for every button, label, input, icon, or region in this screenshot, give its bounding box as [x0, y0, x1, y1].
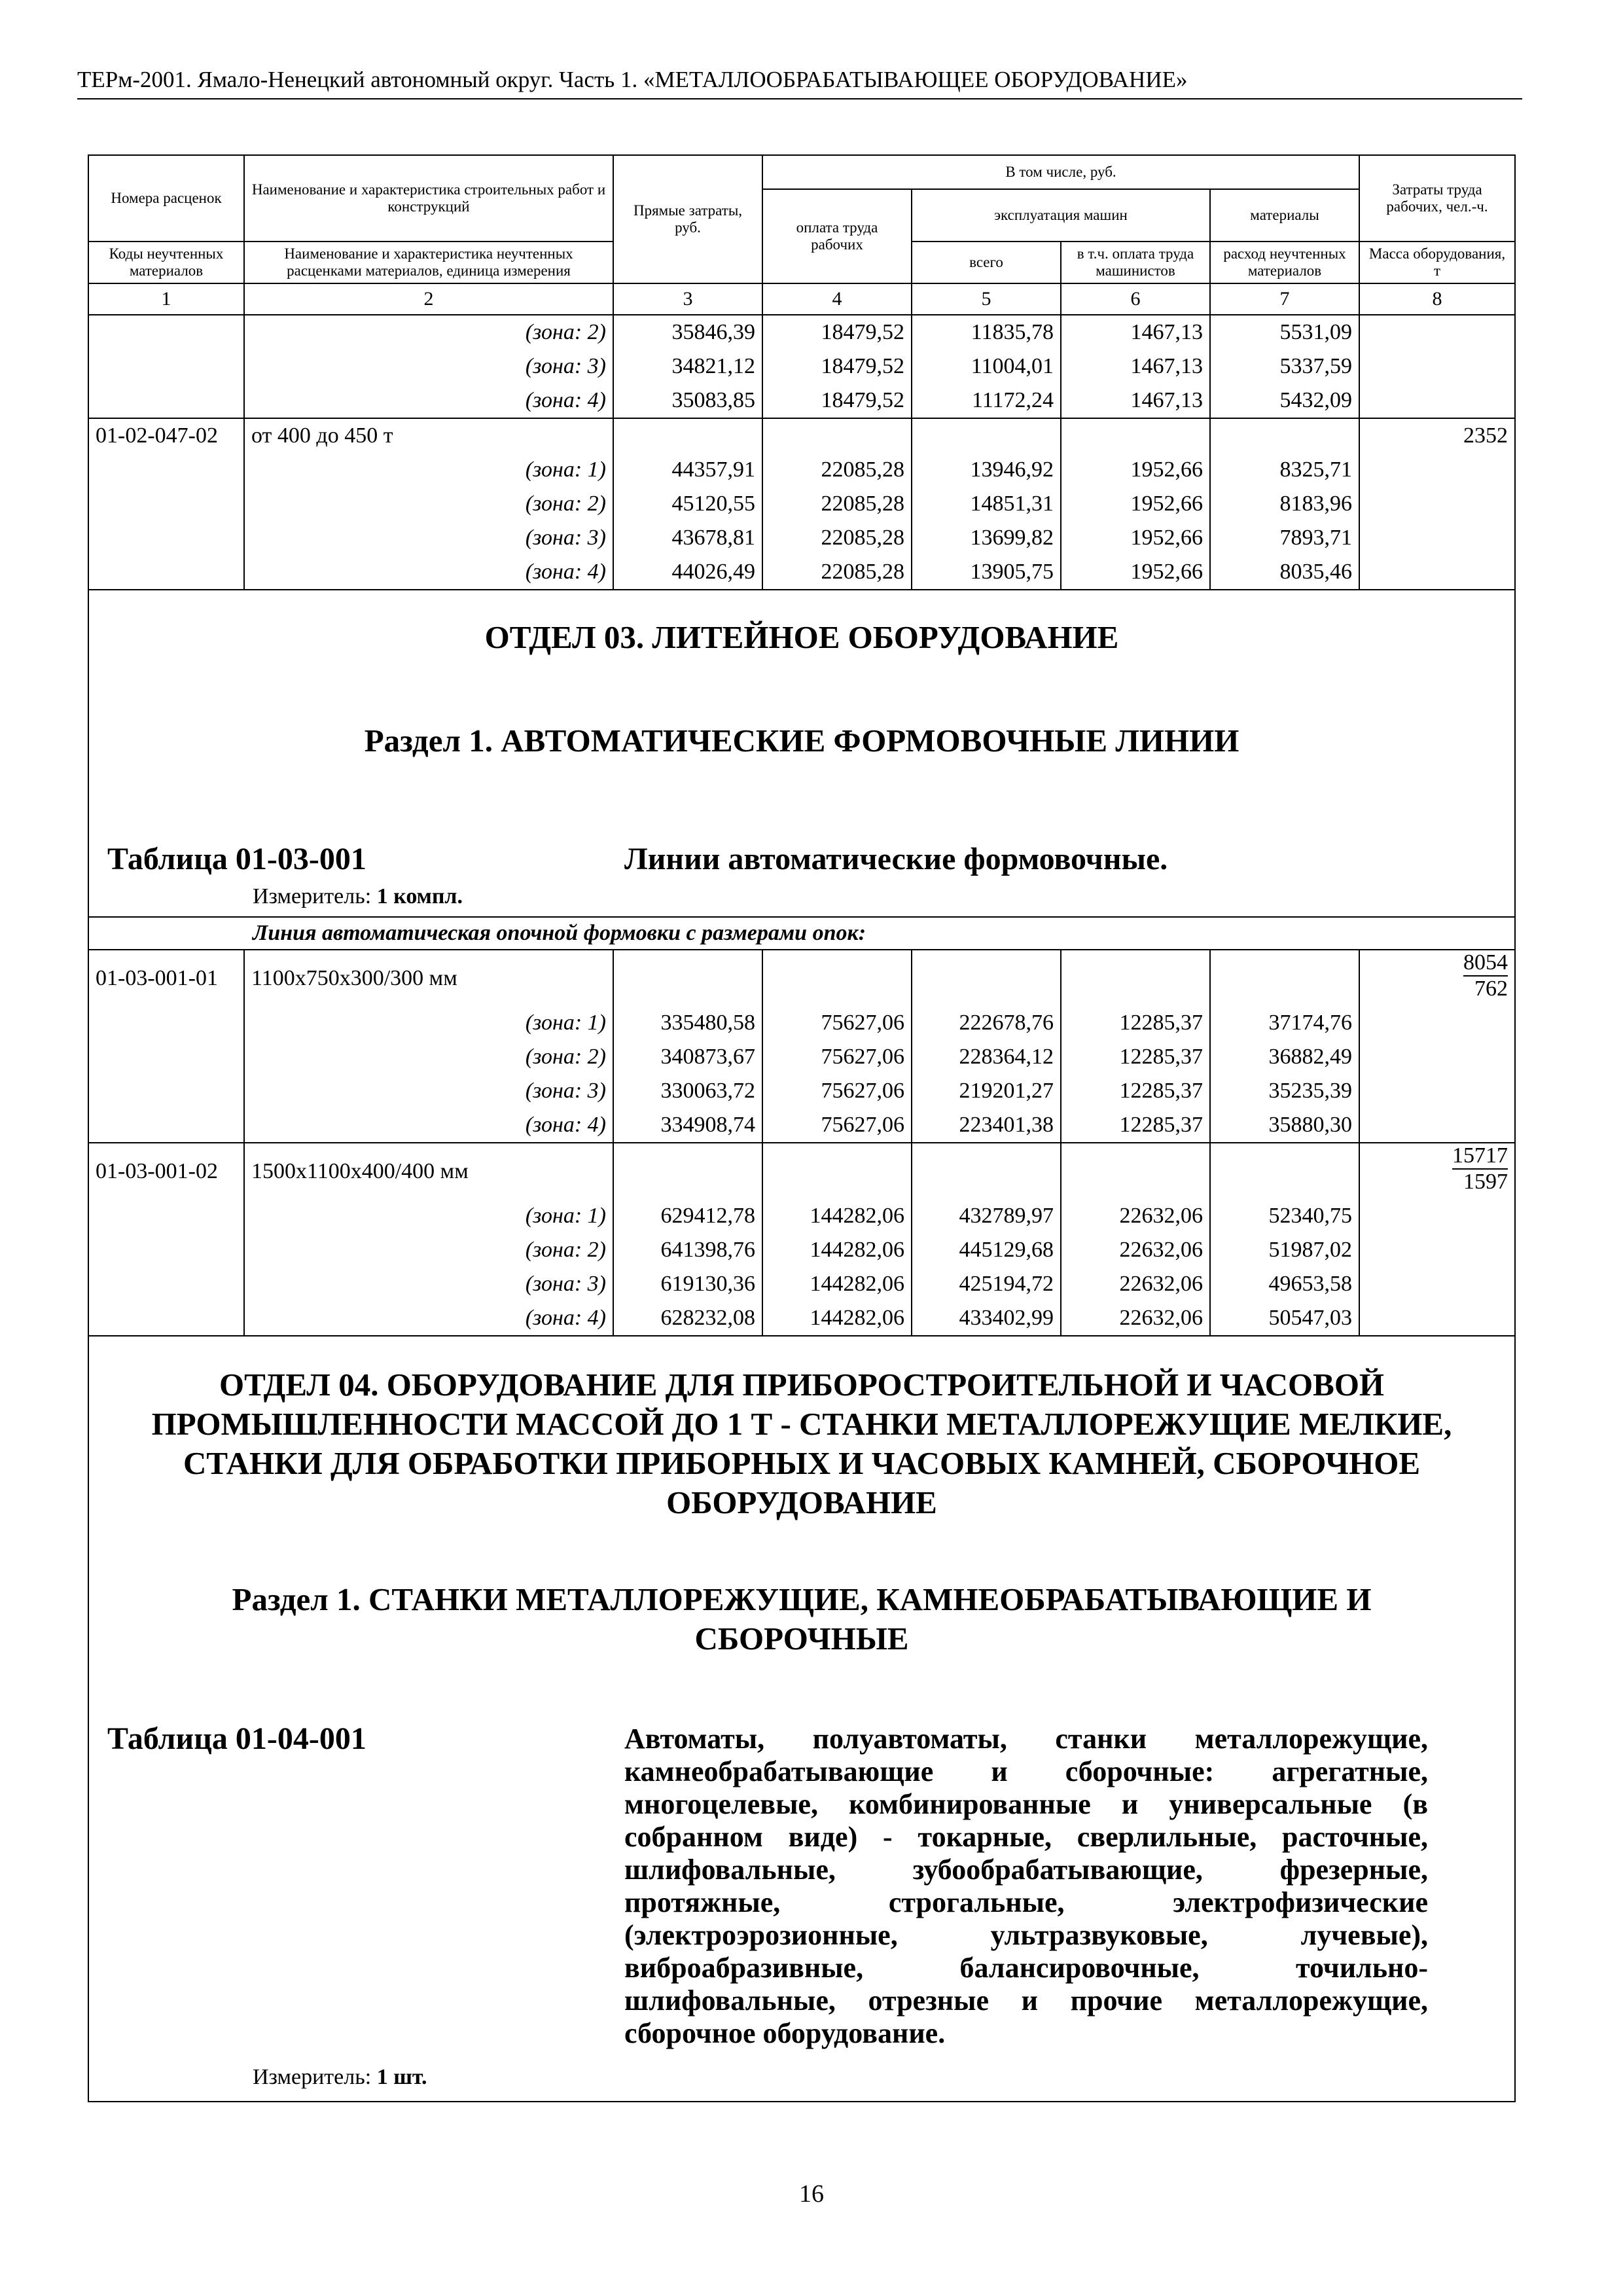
cell-machines: 228364,12: [912, 1040, 1061, 1074]
cell-wages: 22085,28: [762, 555, 912, 590]
rates-table: [88, 154, 1516, 2102]
meter: [253, 884, 463, 910]
running-header: ТЕРм-2001. Ямало-Ненецкий автономный округ. Часть 1. «МЕТАЛЛООБРАБАТЫВАЮЩЕЕ ОБОРУДОВАНИЕ»: [77, 65, 1522, 99]
head-incl-wages: в т.ч. оплата труда машинистов: [1061, 242, 1210, 283]
head-materials: материалы: [1210, 189, 1359, 242]
labor-mass-fraction: [1359, 950, 1515, 1006]
table-row: [88, 1006, 1515, 1040]
table-title: Линии автоматические формовочные.: [624, 842, 1168, 876]
cell-materials: 8325,71: [1210, 453, 1359, 487]
head-wages: оплата труда рабочих: [762, 189, 912, 283]
cell-materials: 8035,46: [1210, 555, 1359, 590]
cell-materials: 50547,03: [1210, 1301, 1359, 1336]
cell-machines: 432789,97: [912, 1199, 1061, 1233]
head-labor-costs: Затраты труда рабочих, чел.-ч.: [1359, 155, 1515, 242]
cell-wages: 75627,06: [762, 1108, 912, 1143]
meter-label: Измеритель:: [253, 2065, 372, 2089]
table-row: [88, 350, 1515, 384]
cell-machinists: 1952,66: [1061, 487, 1210, 521]
cell-machines: 433402,99: [912, 1301, 1061, 1336]
zone-label: (зона: 2): [244, 1040, 613, 1074]
table-row: [88, 1143, 1515, 1199]
zone-label: (зона: 4): [244, 555, 613, 590]
cell-materials: 5531,09: [1210, 315, 1359, 350]
head-unaccounted-materials: расход неучтенных материалов: [1210, 242, 1359, 283]
zone-label: (зона: 4): [244, 1301, 613, 1336]
cell-machinists: 1952,66: [1061, 555, 1210, 590]
table-row: [88, 1040, 1515, 1074]
rate-code: 01-03-001-01: [88, 950, 244, 1006]
cell-machines: 14851,31: [912, 487, 1061, 521]
equipment-mass: 1597: [1463, 1170, 1508, 1194]
section-04-title-line: ПРОМЫШЛЕННОСТИ МАССОЙ ДО 1 Т - СТАНКИ МЕТАЛЛОРЕЖУЩИЕ МЕЛКИЕ,: [151, 1406, 1452, 1442]
cell-materials: 35235,39: [1210, 1074, 1359, 1108]
cell-direct: 330063,72: [613, 1074, 762, 1108]
section-03-row: [88, 590, 1515, 917]
table-row: [88, 521, 1515, 555]
cell-machines: 223401,38: [912, 1108, 1061, 1143]
cell-machinists: 12285,37: [1061, 1108, 1210, 1143]
cell-machines: 13905,75: [912, 555, 1061, 590]
zone-label: (зона: 3): [244, 350, 613, 384]
zone-label: (зона: 3): [244, 521, 613, 555]
section-04-title: [89, 1365, 1514, 1522]
cell-wages: 18479,52: [762, 384, 912, 418]
col-num: 7: [1210, 283, 1359, 315]
cell-materials: 5432,09: [1210, 384, 1359, 418]
cell-materials: 49653,58: [1210, 1267, 1359, 1301]
cell-wages: 75627,06: [762, 1006, 912, 1040]
cell-wages: 75627,06: [762, 1040, 912, 1074]
cell-wages: 144282,06: [762, 1267, 912, 1301]
cell-wages: 144282,06: [762, 1233, 912, 1267]
zone-label: (зона: 1): [244, 453, 613, 487]
labor-mass: 2352: [1359, 418, 1515, 453]
cell-direct: 629412,78: [613, 1199, 762, 1233]
cell-wages: 22085,28: [762, 453, 912, 487]
cell-direct: 35083,85: [613, 384, 762, 418]
cell-machines: 425194,72: [912, 1267, 1061, 1301]
head-material-names: Наименование и характеристика неучтенных расценками материалов, единица измерения: [244, 242, 613, 283]
equipment-mass: 762: [1474, 977, 1508, 1001]
cell-machinists: 12285,37: [1061, 1074, 1210, 1108]
rate-name: от 400 до 450 т: [244, 418, 613, 453]
cell-wages: 144282,06: [762, 1301, 912, 1336]
meter-label: Измеритель:: [253, 884, 372, 908]
table-row: [88, 487, 1515, 521]
section-04-title-line: ОТДЕЛ 04. ОБОРУДОВАНИЕ ДЛЯ ПРИБОРОСТРОИТЕЛЬНОЙ И ЧАСОВОЙ: [219, 1367, 1385, 1403]
head-direct-costs: Прямые затраты, руб.: [613, 155, 762, 283]
page-number: 16: [799, 2180, 824, 2208]
cell-wages: 22085,28: [762, 521, 912, 555]
section-03-title: ОТДЕЛ 03. ЛИТЕЙНОЕ ОБОРУДОВАНИЕ: [484, 619, 1119, 655]
rate-name: 1500х1100х400/400 мм: [244, 1143, 613, 1199]
head-equipment-mass: Масса оборудования, т: [1359, 242, 1515, 283]
cell-direct: 628232,08: [613, 1301, 762, 1336]
cell-materials: 36882,49: [1210, 1040, 1359, 1074]
table-row: [88, 453, 1515, 487]
rate-name: 1100х750х300/300 мм: [244, 950, 613, 1006]
zone-label: (зона: 1): [244, 1006, 613, 1040]
section-04-part-line: Раздел 1. СТАНКИ МЕТАЛЛОРЕЖУЩИЕ, КАМНЕОБРАБАТЫВАЮЩИЕ И: [232, 1581, 1372, 1617]
cell-direct: 340873,67: [613, 1040, 762, 1074]
table-row: [88, 1301, 1515, 1336]
table-label: Таблица 01-04-001: [107, 1721, 366, 1756]
cell-machines: 222678,76: [912, 1006, 1061, 1040]
labor-mass-fraction: [1359, 1143, 1515, 1199]
section-04-title-line: СТАНКИ ДЛЯ ОБРАБОТКИ ПРИБОРНЫХ И ЧАСОВЫХ КАМНЕЙ, СБОРОЧНОЕ: [183, 1445, 1421, 1481]
rate-code: 01-03-001-02: [88, 1143, 244, 1199]
cell-machines: 13699,82: [912, 521, 1061, 555]
zone-label: (зона: 1): [244, 1199, 613, 1233]
cell-machines: 445129,68: [912, 1233, 1061, 1267]
head-work-name: Наименование и характеристика строительных работ и конструкций: [244, 155, 613, 242]
cell-direct: 641398,76: [613, 1233, 762, 1267]
cell-direct: 45120,55: [613, 487, 762, 521]
cell-machinists: 1467,13: [1061, 384, 1210, 418]
table-row: [88, 1074, 1515, 1108]
head-machines: эксплуатация машин: [912, 189, 1210, 242]
cell-machinists: 22632,06: [1061, 1233, 1210, 1267]
cell-machines: 11835,78: [912, 315, 1061, 350]
col-num: 4: [762, 283, 912, 315]
cell-wages: 75627,06: [762, 1074, 912, 1108]
head-material-codes: Коды неучтенных материалов: [88, 242, 244, 283]
labor-cost: 8054: [1463, 950, 1508, 977]
head-rates-number: Номера расценок: [88, 155, 244, 242]
cell-wages: 18479,52: [762, 315, 912, 350]
table-row: [88, 418, 1515, 453]
cell-wages: 144282,06: [762, 1199, 912, 1233]
col-num: 8: [1359, 283, 1515, 315]
cell-materials: 7893,71: [1210, 521, 1359, 555]
cell-machinists: 1952,66: [1061, 521, 1210, 555]
table-label: Таблица 01-03-001: [107, 842, 366, 876]
table-row: [88, 1108, 1515, 1143]
cell-machines: 13946,92: [912, 453, 1061, 487]
table-row: [88, 384, 1515, 418]
section-04-part-title: [89, 1580, 1514, 1659]
cell-materials: 5337,59: [1210, 350, 1359, 384]
note-text: Линия автоматическая опочной формовки с размерами опок:: [88, 917, 1515, 950]
table-row: [88, 315, 1515, 350]
table-row: [88, 1233, 1515, 1267]
cell-direct: 34821,12: [613, 350, 762, 384]
head-total: всего: [912, 242, 1061, 283]
col-num: 5: [912, 283, 1061, 315]
table-description: Автоматы, полуавтоматы, станки металлорежущие, камнеобрабатывающие и сборочные: агрегатные, многоцелевые, комбинированные и универсальные (в собранном виде) - токарные, сверлильные, расточные, шлифовальные, зубообрабатывающие, фрезерные, протяжные, строгальные, электрофизические (электроэрозионные, ультразвуковые, лучевые), виброабразивные, балансировочные, точильно-шлифовальные, отрезные и прочие металлорежущие, сборочное оборудование.: [624, 1723, 1428, 2049]
cell-machinists: 22632,06: [1061, 1199, 1210, 1233]
zone-label: (зона: 4): [244, 384, 613, 418]
cell-wages: 18479,52: [762, 350, 912, 384]
rate-code: 01-02-047-02: [88, 418, 244, 453]
cell-machinists: 1467,13: [1061, 315, 1210, 350]
section-03-part-title: Раздел 1. АВТОМАТИЧЕСКИЕ ФОРМОВОЧНЫЕ ЛИНИИ: [364, 723, 1240, 759]
table-row: [88, 1199, 1515, 1233]
cell-machinists: 12285,37: [1061, 1006, 1210, 1040]
col-num: 1: [88, 283, 244, 315]
table-row: [88, 555, 1515, 590]
cell-direct: 44357,91: [613, 453, 762, 487]
cell-direct: 43678,81: [613, 521, 762, 555]
cell-materials: 52340,75: [1210, 1199, 1359, 1233]
cell-materials: 51987,02: [1210, 1233, 1359, 1267]
cell-machines: 219201,27: [912, 1074, 1061, 1108]
cell-materials: 8183,96: [1210, 487, 1359, 521]
section-04-part-line: СБОРОЧНЫЕ: [694, 1621, 909, 1657]
section-04-title-line: ОБОРУДОВАНИЕ: [666, 1484, 937, 1520]
zone-label: (зона: 3): [244, 1074, 613, 1108]
zone-label: (зона: 3): [244, 1267, 613, 1301]
cell-machinists: 22632,06: [1061, 1301, 1210, 1336]
cell-direct: 334908,74: [613, 1108, 762, 1143]
col-num: 6: [1061, 283, 1210, 315]
cell-direct: 335480,58: [613, 1006, 762, 1040]
cell-machinists: 22632,06: [1061, 1267, 1210, 1301]
cell-materials: 35880,30: [1210, 1108, 1359, 1143]
col-num: 2: [244, 283, 613, 315]
cell-machinists: 1952,66: [1061, 453, 1210, 487]
table-row: [88, 1267, 1515, 1301]
cell-machines: 11004,01: [912, 350, 1061, 384]
cell-direct: 619130,36: [613, 1267, 762, 1301]
cell-direct: 44026,49: [613, 555, 762, 590]
head-including: В том числе, руб.: [762, 155, 1359, 189]
zone-label: (зона: 2): [244, 1233, 613, 1267]
cell-direct: 35846,39: [613, 315, 762, 350]
cell-wages: 22085,28: [762, 487, 912, 521]
meter-value: 1 компл.: [376, 884, 463, 908]
zone-label: (зона: 2): [244, 315, 613, 350]
note-row: [88, 917, 1515, 950]
cell-machinists: 1467,13: [1061, 350, 1210, 384]
section-04-row: [88, 1336, 1515, 2102]
labor-cost: 15717: [1452, 1143, 1508, 1170]
zone-label: (зона: 4): [244, 1108, 613, 1143]
zone-label: (зона: 2): [244, 487, 613, 521]
cell-materials: 37174,76: [1210, 1006, 1359, 1040]
table-row: [88, 950, 1515, 1006]
column-numbers-row: [88, 283, 1515, 315]
cell-machines: 11172,24: [912, 384, 1061, 418]
meter-value: 1 шт.: [376, 2065, 427, 2089]
cell-machinists: 12285,37: [1061, 1040, 1210, 1074]
meter: [253, 2064, 427, 2090]
col-num: 3: [613, 283, 762, 315]
